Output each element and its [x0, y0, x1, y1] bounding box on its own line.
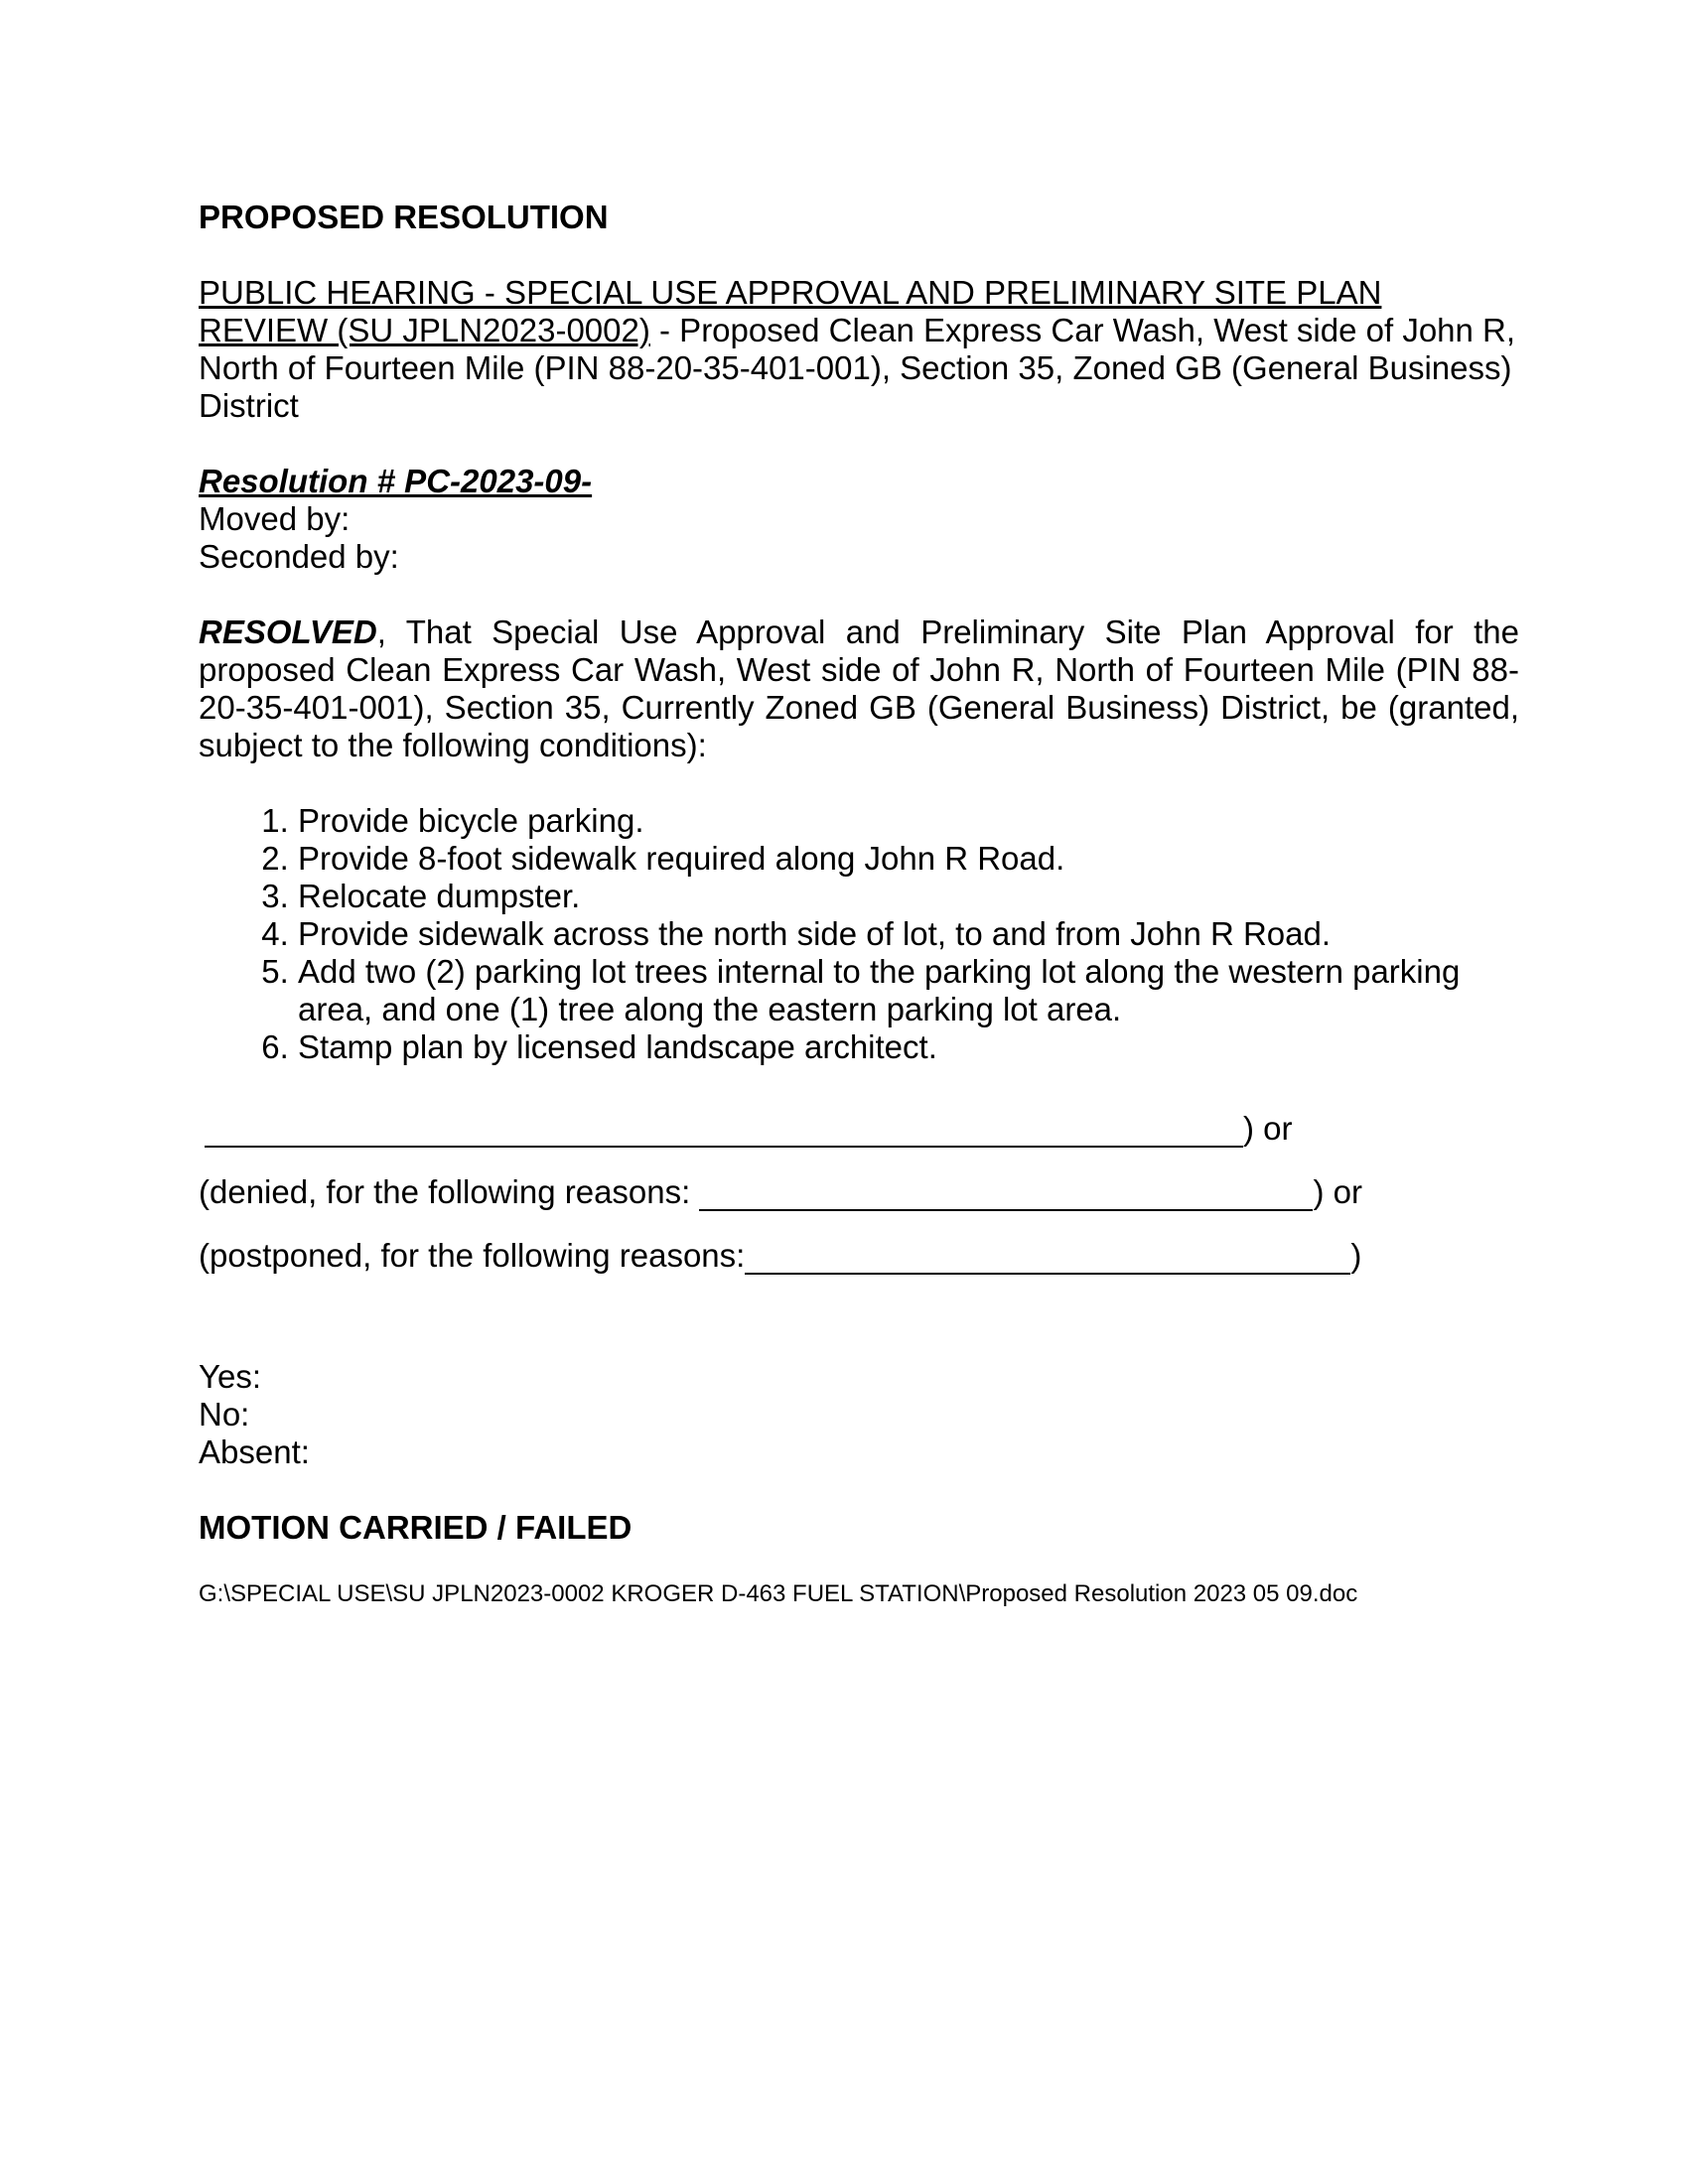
resolution-number: Resolution # PC-2023-09-	[199, 463, 593, 499]
motion-result: MOTION CARRIED / FAILED	[199, 1509, 633, 1546]
vote-yes-label: Yes:	[199, 1358, 262, 1395]
condition-item: 3. Relocate dumpster.	[298, 878, 1519, 915]
vote-tally	[199, 1358, 1519, 1471]
resolved-paragraph	[199, 614, 1519, 764]
postponed-suffix: )	[1350, 1237, 1362, 1274]
hearing-description	[199, 274, 1519, 425]
denied-blank-field	[699, 1179, 1313, 1211]
denied-line	[199, 1173, 1519, 1211]
file-path-footer: G:\SPECIAL USE\SU JPLN2023-0002 KROGER D-463 FUEL STATION\Proposed Resolution 2023 05 09.doc	[199, 1580, 1358, 1607]
document-body	[199, 199, 1519, 1608]
condition-item: 6. Stamp plan by licensed landscape architect.	[298, 1028, 1519, 1066]
resolved-text: , That Special Use Approval and Preliminary Site Plan Approval for the proposed Clean Express Car Wash, West side of John R, North of Fourteen Mile (PIN 88-20-35-401-001), Section 35, Currently Zoned GB (General Business) District, be (granted, subject to the following conditions):	[199, 614, 1519, 763]
condition-item: 2. Provide 8-foot sidewalk required along John R Road.	[298, 840, 1519, 878]
hearing-title-line1: PUBLIC HEARING - SPECIAL USE APPROVAL AND PRELIMINARY SITE PLAN	[199, 274, 1382, 311]
resolved-keyword: RESOLVED	[199, 614, 377, 650]
condition-item: 4. Provide sidewalk across the north side of lot, to and from John R Road.	[298, 915, 1519, 953]
granted-suffix: ) or	[1243, 1110, 1293, 1147]
postponed-prefix: (postponed, for the following reasons:	[199, 1237, 746, 1274]
granted-blank-field	[205, 1116, 1243, 1148]
postponed-blank-field	[745, 1243, 1350, 1275]
moved-by-label: Moved by:	[199, 500, 351, 537]
denied-prefix: (denied, for the following reasons:	[199, 1173, 700, 1210]
postponed-line	[199, 1237, 1519, 1275]
hearing-details: - Proposed Clean Express Car Wash, West side of John R, North of Fourteen Mile (PIN 88-20-35-401-001), Section 35, Zoned GB (General Business) District	[199, 312, 1516, 424]
condition-item: 5. Add two (2) parking lot trees internal to the parking lot along the western parking area, and one (1) tree along the eastern parking lot area.	[298, 953, 1519, 1028]
conditions-list	[199, 802, 1519, 1066]
condition-item: 1. Provide bicycle parking.	[298, 802, 1519, 840]
hearing-title-line2: REVIEW (SU JPLN2023-0002)	[199, 312, 650, 348]
vote-no-label: No:	[199, 1396, 250, 1433]
vote-absent-label: Absent:	[199, 1433, 310, 1470]
granted-line	[199, 1110, 1519, 1148]
document-heading: PROPOSED RESOLUTION	[199, 199, 609, 235]
denied-suffix: ) or	[1313, 1173, 1362, 1210]
seconded-by-label: Seconded by:	[199, 538, 399, 575]
